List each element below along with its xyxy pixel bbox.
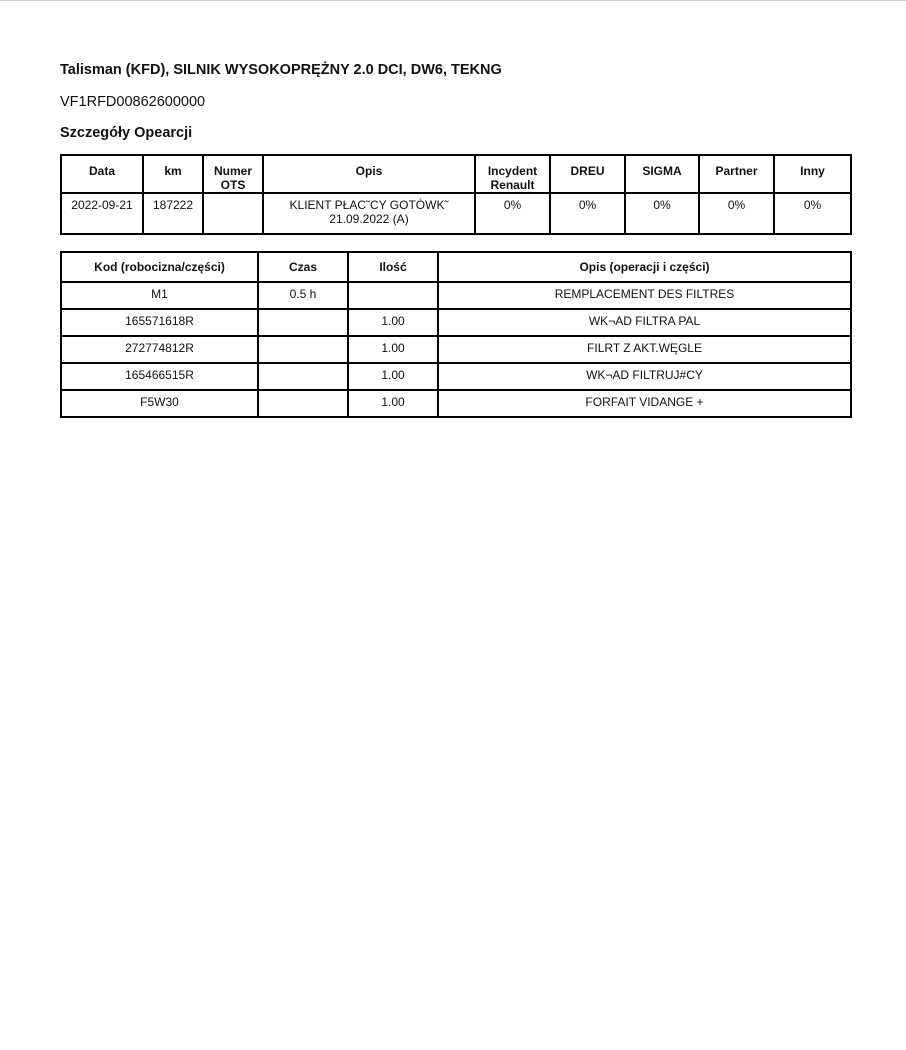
table-row	[61, 282, 851, 309]
header-incident-line2: Renault	[490, 178, 535, 192]
operations-header-row	[61, 155, 851, 193]
section-title: Szczegóły Opearcji	[60, 125, 193, 141]
cell-time	[258, 309, 348, 336]
header-other: Inny	[774, 155, 851, 193]
cell-parts-description: WK¬AD FILTRA PAL	[438, 309, 851, 336]
cell-date: 2022-09-21	[61, 193, 143, 234]
table-row	[61, 309, 851, 336]
cell-ots	[203, 193, 263, 234]
cell-parts-description: FORFAIT VIDANGE +	[438, 390, 851, 417]
parts-table	[60, 251, 852, 418]
cell-quantity: 1.00	[348, 390, 438, 417]
header-code: Kod (robocizna/części)	[61, 252, 258, 282]
header-ots	[203, 155, 263, 193]
top-border-line	[0, 0, 906, 1]
header-sigma: SIGMA	[625, 155, 699, 193]
cell-description	[263, 193, 475, 234]
operations-table	[60, 154, 852, 235]
cell-code: 165466515R	[61, 363, 258, 390]
cell-parts-description: WK¬AD FILTRUJ#CY	[438, 363, 851, 390]
cell-parts-description: FILRT Z AKT.WĘGLE	[438, 336, 851, 363]
header-ots-line2: OTS	[220, 178, 246, 192]
cell-quantity	[348, 282, 438, 309]
header-description: Opis	[263, 155, 475, 193]
cell-code: 272774812R	[61, 336, 258, 363]
cell-partner: 0%	[699, 193, 774, 234]
cell-time	[258, 390, 348, 417]
cell-code: M1	[61, 282, 258, 309]
vehicle-title: Talisman (KFD), SILNIK WYSOKOPRĘŻNY 2.0 DCI, DW6, TEKNG	[60, 62, 502, 78]
table-row	[61, 193, 851, 234]
parts-header-row	[61, 252, 851, 282]
header-parts-description: Opis (operacji i części)	[438, 252, 851, 282]
header-ots-line1: Numer	[213, 164, 252, 178]
header-km: km	[143, 155, 203, 193]
cell-dreu: 0%	[550, 193, 625, 234]
header-time: Czas	[258, 252, 348, 282]
header-partner: Partner	[699, 155, 774, 193]
cell-quantity: 1.00	[348, 363, 438, 390]
header-date: Data	[61, 155, 143, 193]
cell-description-line1: KLIENT PŁAC˜CY GOTÓWK˜	[289, 198, 449, 212]
table-row	[61, 336, 851, 363]
table-row	[61, 363, 851, 390]
cell-time	[258, 336, 348, 363]
cell-time: 0.5 h	[258, 282, 348, 309]
cell-quantity: 1.00	[348, 309, 438, 336]
table-row	[61, 390, 851, 417]
header-incident	[475, 155, 550, 193]
cell-km: 187222	[143, 193, 203, 234]
cell-incident: 0%	[475, 193, 550, 234]
cell-code: 165571618R	[61, 309, 258, 336]
header-incident-line1: Incydent	[487, 164, 538, 178]
vin-number: VF1RFD00862600000	[60, 94, 206, 110]
cell-sigma: 0%	[625, 193, 699, 234]
cell-code: F5W30	[61, 390, 258, 417]
cell-quantity: 1.00	[348, 336, 438, 363]
cell-parts-description: REMPLACEMENT DES FILTRES	[438, 282, 851, 309]
header-dreu: DREU	[550, 155, 625, 193]
cell-time	[258, 363, 348, 390]
cell-other: 0%	[774, 193, 851, 234]
cell-description-line2: 21.09.2022 (A)	[329, 212, 409, 226]
header-quantity: Ilość	[348, 252, 438, 282]
